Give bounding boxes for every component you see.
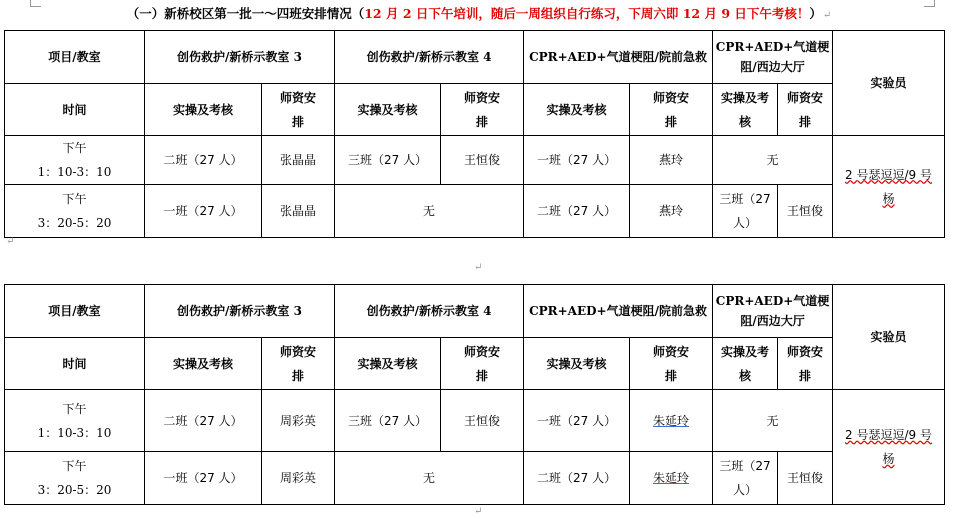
hall-teacher-cell: 王恒俊 bbox=[778, 185, 833, 238]
teacher-cell: 燕玲 bbox=[630, 136, 713, 185]
class-cell: 三班（27 人） bbox=[335, 390, 441, 452]
corner-project-room: 项目/教室 bbox=[5, 285, 145, 338]
table-row bbox=[5, 452, 945, 505]
header-row-sub bbox=[5, 338, 945, 390]
teacher-cell: 朱延玲 bbox=[630, 390, 713, 452]
class-cell: 一班（27 人） bbox=[524, 390, 630, 452]
class-cell: 一班（27 人） bbox=[524, 136, 630, 185]
sub-header-teacher: 师资安排 bbox=[441, 84, 524, 136]
time-slot: 下午 1：10-3：10 bbox=[5, 390, 145, 452]
teacher-cell: 张晶晶 bbox=[262, 185, 335, 238]
sub-header-practice: 实操及考核 bbox=[524, 84, 630, 136]
corner-time: 时间 bbox=[5, 338, 145, 390]
sub-header-teacher: 师资安排 bbox=[441, 338, 524, 390]
corner-time: 时间 bbox=[5, 84, 145, 136]
schedule-table-1 bbox=[4, 30, 945, 238]
hall-teacher-cell: 王恒俊 bbox=[778, 452, 833, 505]
teacher-cell: 燕玲 bbox=[630, 185, 713, 238]
lab-staff-note: 2 号瑟逗逗/9 号杨 bbox=[833, 390, 945, 505]
teacher-cell: 朱延玲 bbox=[630, 452, 713, 505]
time-slot: 下午 3：20-5：20 bbox=[5, 452, 145, 505]
paragraph-mark-icon: ↵ bbox=[474, 506, 483, 517]
header-row-rooms bbox=[5, 285, 945, 338]
room-header: 创伤救护/新桥示教室 4 bbox=[335, 31, 524, 84]
paragraph-mark-icon: ↵ bbox=[474, 262, 483, 273]
header-row-sub bbox=[5, 84, 945, 136]
lab-staff-header: 实验员 bbox=[833, 31, 945, 136]
sub-header-teacher: 师资安排 bbox=[630, 84, 713, 136]
title-highlight: 12 月 2 日下午培训，随后一周组织自行练习，下周六即 12 月 9 日下午考核！ bbox=[364, 6, 810, 21]
class-cell: 三班（27 人） bbox=[335, 136, 441, 185]
teacher-cell: 周彩英 bbox=[262, 390, 335, 452]
hall-class-cell: 三班（27 人） bbox=[713, 185, 778, 238]
room4-cell: 无 bbox=[335, 185, 524, 238]
corner-project-room: 项目/教室 bbox=[5, 31, 145, 84]
paragraph-mark-icon: ↵ bbox=[6, 236, 15, 247]
hall-class-cell: 三班（27 人） bbox=[713, 452, 778, 505]
room-header: 创伤救护/新桥示教室 3 bbox=[145, 31, 335, 84]
table-row bbox=[5, 390, 945, 452]
document-title bbox=[0, 4, 958, 22]
teacher-cell: 王恒俊 bbox=[441, 390, 524, 452]
sub-header-practice: 实操及考核 bbox=[335, 84, 441, 136]
schedule-table-2 bbox=[4, 284, 945, 505]
sub-header-teacher: 师资安排 bbox=[262, 84, 335, 136]
table-row bbox=[5, 185, 945, 238]
hall-cell: 无 bbox=[713, 136, 833, 185]
room4-cell: 无 bbox=[335, 452, 524, 505]
paragraph-mark-icon: ↵ bbox=[822, 10, 832, 21]
sub-header-practice: 实操及考核 bbox=[145, 84, 262, 136]
room-header: 创伤救护/新桥示教室 3 bbox=[145, 285, 335, 338]
header-row-rooms bbox=[5, 31, 945, 84]
table-row bbox=[5, 136, 945, 185]
sub-header-practice: 实操及考核 bbox=[713, 84, 778, 136]
class-cell: 二班（27 人） bbox=[145, 390, 262, 452]
class-cell: 一班（27 人） bbox=[145, 452, 262, 505]
sub-header-teacher: 师资安排 bbox=[262, 338, 335, 390]
hall-cell: 无 bbox=[713, 390, 833, 452]
sub-header-teacher: 师资安排 bbox=[630, 338, 713, 390]
room-header: CPR+AED+气道梗阻/院前急救 bbox=[524, 31, 713, 84]
lab-staff-note: 2 号瑟逗逗/9 号杨 bbox=[833, 136, 945, 238]
time-slot: 下午 1：10-3：10 bbox=[5, 136, 145, 185]
teacher-cell: 周彩英 bbox=[262, 452, 335, 505]
teacher-cell: 张晶晶 bbox=[262, 136, 335, 185]
sub-header-teacher: 师资安排 bbox=[778, 84, 833, 136]
sub-header-practice: 实操及考核 bbox=[713, 338, 778, 390]
sub-header-practice: 实操及考核 bbox=[524, 338, 630, 390]
room-header: CPR+AED+气道梗阻/院前急救 bbox=[524, 285, 713, 338]
class-cell: 一班（27 人） bbox=[145, 185, 262, 238]
room-header: 创伤救护/新桥示教室 4 bbox=[335, 285, 524, 338]
teacher-cell: 王恒俊 bbox=[441, 136, 524, 185]
class-cell: 二班（27 人） bbox=[524, 185, 630, 238]
time-slot: 下午 3：20-5：20 bbox=[5, 185, 145, 238]
class-cell: 二班（27 人） bbox=[524, 452, 630, 505]
sub-header-practice: 实操及考核 bbox=[335, 338, 441, 390]
room-header: CPR+AED+气道梗阻/西边大厅 bbox=[713, 31, 833, 84]
sub-header-practice: 实操及考核 bbox=[145, 338, 262, 390]
class-cell: 二班（27 人） bbox=[145, 136, 262, 185]
sub-header-teacher: 师资安排 bbox=[778, 338, 833, 390]
lab-staff-header: 实验员 bbox=[833, 285, 945, 390]
title-suffix: ） bbox=[809, 6, 822, 21]
title-prefix: （一）新桥校区第一批一～四班安排情况（ bbox=[126, 6, 365, 21]
room-header: CPR+AED+气道梗阻/西边大厅 bbox=[713, 285, 833, 338]
